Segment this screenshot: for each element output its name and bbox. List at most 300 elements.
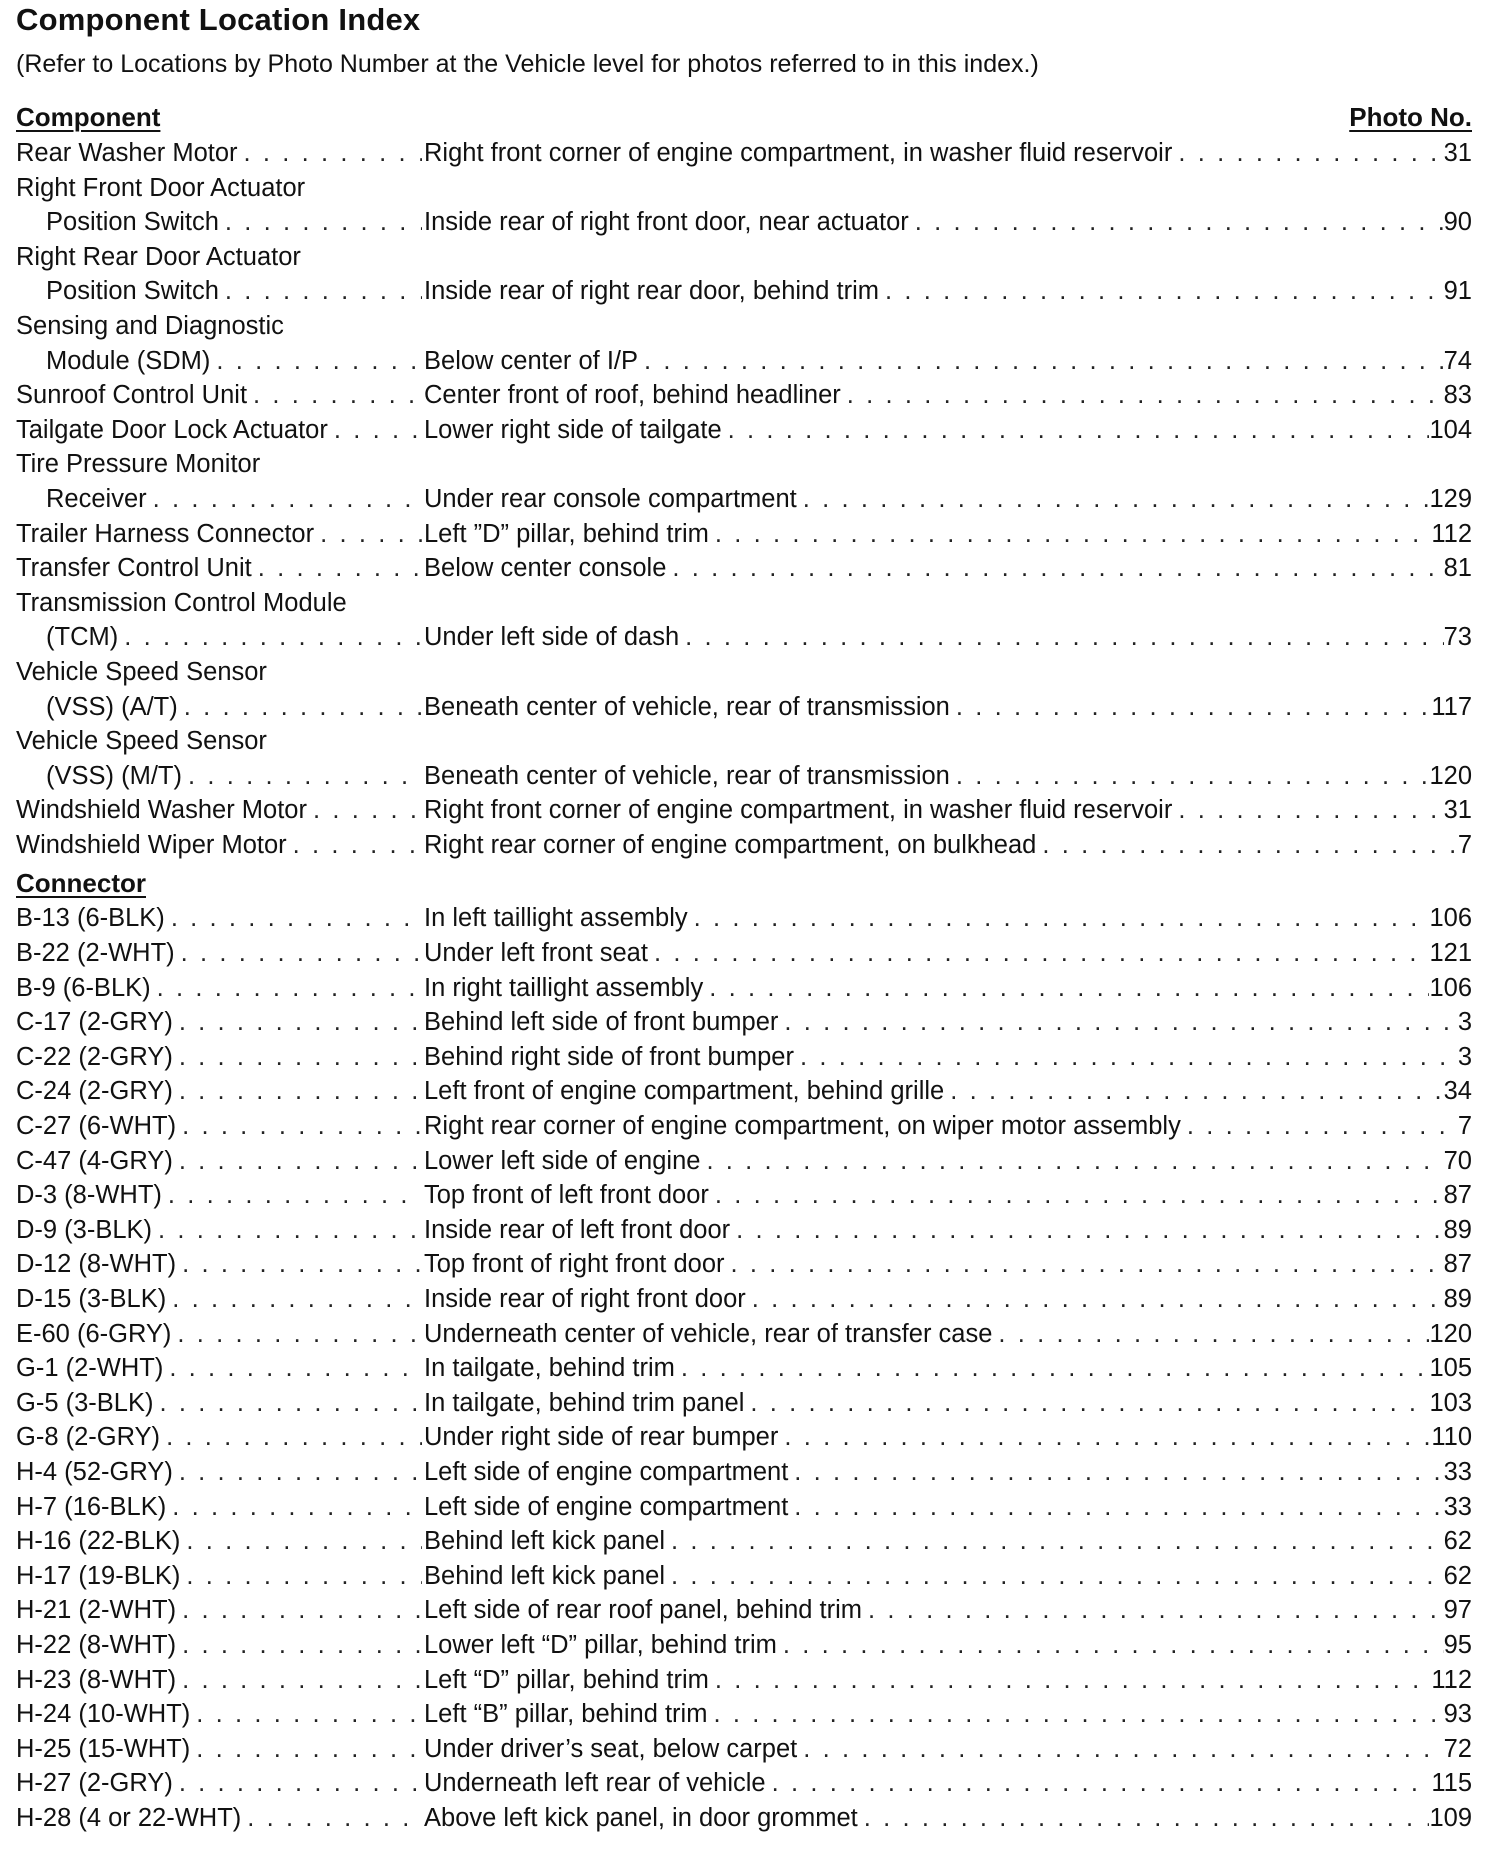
component-name-wrap <box>16 1732 422 1767</box>
dot-leader <box>180 1524 422 1559</box>
component-name-cell <box>16 517 422 552</box>
location-text: Above left kick panel, in door grommet <box>424 1803 858 1832</box>
component-name: Windshield Washer Motor <box>16 796 307 825</box>
table-row <box>16 1801 1472 1836</box>
component-name: C-22 (2-GRY) <box>16 1042 173 1071</box>
location-cell <box>424 1178 1472 1213</box>
component-name-cell <box>16 936 422 971</box>
dot-leader <box>176 1109 422 1144</box>
component-name: Rear Washer Motor <box>16 139 238 167</box>
location-text: Left front of engine compartment, behind grille <box>424 1077 945 1106</box>
dot-leader <box>744 1386 1429 1421</box>
location-cell <box>424 1386 1472 1421</box>
component-name-wrap <box>16 1628 422 1663</box>
photo-number: 83 <box>1443 381 1472 410</box>
table-row <box>16 724 1472 793</box>
component-name-line2: Module (SDM) <box>46 346 211 375</box>
photo-number: 117 <box>1431 692 1472 721</box>
dot-leader <box>171 1317 422 1352</box>
dot-leader <box>778 1005 1457 1040</box>
dot-leader <box>173 1144 422 1179</box>
photo-number: 74 <box>1443 346 1472 375</box>
component-name: H-17 (19-BLK) <box>16 1561 181 1590</box>
dot-leader <box>152 1213 422 1248</box>
location-text: Lower right side of tailgate <box>424 415 722 444</box>
component-name-wrap <box>16 1178 422 1213</box>
component-name: H-25 (15-WHT) <box>16 1734 191 1763</box>
dot-leader <box>176 1628 422 1663</box>
table-row <box>16 1317 1472 1352</box>
photo-number: 110 <box>1431 1423 1472 1452</box>
location-cell <box>424 1420 1472 1455</box>
component-name: C-17 (2-GRY) <box>16 1008 173 1037</box>
dot-leader <box>328 413 422 448</box>
location-cell <box>424 551 1472 586</box>
component-name: B-22 (2-WHT) <box>16 939 175 968</box>
dot-leader <box>709 1178 1444 1213</box>
table-row <box>16 309 1472 378</box>
location-text: Inside rear of left front door <box>424 1215 731 1244</box>
photo-number: 3 <box>1457 1042 1472 1071</box>
location-text: Below center of I/P <box>424 346 639 375</box>
location-cell <box>424 936 1472 971</box>
component-name-cell <box>16 1801 422 1836</box>
table-row <box>16 1455 1472 1490</box>
dot-leader <box>118 620 422 655</box>
location-cell <box>424 901 1472 936</box>
component-name-cell <box>16 240 422 309</box>
component-name-wrap <box>16 936 422 971</box>
component-name-cell <box>16 971 422 1006</box>
dot-leader <box>1172 136 1443 171</box>
component-name-cell <box>16 586 422 655</box>
photo-number: 97 <box>1443 1596 1472 1625</box>
table-row <box>16 171 1472 240</box>
location-cell <box>424 1732 1472 1767</box>
component-name-line2: (VSS) (M/T) <box>46 761 182 790</box>
location-cell <box>424 1801 1472 1836</box>
component-name-cell <box>16 1074 422 1109</box>
dot-leader <box>703 971 1429 1006</box>
component-name-line1: Vehicle Speed Sensor <box>16 657 267 686</box>
location-cell <box>424 793 1472 828</box>
component-name-cell <box>16 1593 422 1628</box>
component-name-wrap <box>16 378 422 413</box>
table-row <box>16 517 1472 552</box>
location-cell <box>424 517 1472 552</box>
location-cell <box>424 1351 1472 1386</box>
component-name-wrap <box>16 1663 422 1698</box>
dot-leader <box>746 1282 1444 1317</box>
table-row <box>16 1697 1472 1732</box>
table-row <box>16 1593 1472 1628</box>
photo-number: 115 <box>1431 1769 1472 1798</box>
dot-leader <box>151 971 422 1006</box>
dot-leader <box>730 1213 1443 1248</box>
component-name-wrap <box>16 901 422 936</box>
component-name-wrap <box>16 1282 422 1317</box>
dot-leader <box>797 482 1430 517</box>
components-list <box>16 136 1472 862</box>
component-name: D-3 (8-WHT) <box>16 1181 162 1210</box>
dot-leader <box>241 1801 422 1836</box>
dot-leader <box>777 1628 1444 1663</box>
connector-section-title: Connector <box>16 868 146 899</box>
component-name-wrap <box>16 1144 422 1179</box>
component-name: D-9 (3-BLK) <box>16 1215 153 1244</box>
component-name: Sunroof Control Unit <box>16 381 248 410</box>
location-text: Under driver’s seat, below carpet <box>424 1734 798 1763</box>
dot-leader <box>178 690 422 725</box>
dot-leader <box>180 1559 422 1594</box>
photo-number: 89 <box>1443 1215 1472 1244</box>
table-row <box>16 1213 1472 1248</box>
dot-leader <box>307 793 422 828</box>
photo-number: 120 <box>1429 1319 1472 1348</box>
location-text: Top front of left front door <box>424 1181 709 1210</box>
component-name-line2-wrap <box>16 620 422 655</box>
photo-number: 33 <box>1443 1457 1472 1486</box>
photo-number: 112 <box>1431 1665 1472 1694</box>
component-name-cell <box>16 1732 422 1767</box>
component-column-header: Component <box>16 102 161 132</box>
photo-number: 91 <box>1443 277 1472 306</box>
index-table <box>16 98 1472 1836</box>
component-name: H-16 (22-BLK) <box>16 1527 181 1556</box>
table-row <box>16 136 1472 171</box>
component-name-wrap <box>16 1559 422 1594</box>
component-name-cell <box>16 1282 422 1317</box>
component-name-cell <box>16 1386 422 1421</box>
connectors-list <box>16 901 1472 1835</box>
location-cell <box>424 1317 1472 1352</box>
table-row <box>16 971 1472 1006</box>
photo-number: 3 <box>1457 1008 1472 1037</box>
location-cell <box>424 1490 1472 1525</box>
dot-leader <box>175 936 422 971</box>
location-cell <box>424 1144 1472 1179</box>
component-name: Trailer Harness Connector <box>16 519 315 548</box>
component-name-cell <box>16 724 422 793</box>
dot-leader <box>879 274 1444 309</box>
component-name-wrap <box>16 1074 422 1109</box>
component-name-wrap <box>16 1351 422 1386</box>
component-name-wrap <box>16 971 422 1006</box>
component-name: E-60 (6-GRY) <box>16 1319 172 1348</box>
dot-leader <box>173 1766 422 1801</box>
table-row <box>16 551 1472 586</box>
component-name: H-21 (2-WHT) <box>16 1596 177 1625</box>
component-name-cell <box>16 1351 422 1386</box>
location-cell <box>424 205 1472 240</box>
dot-leader <box>166 1490 422 1525</box>
location-cell <box>424 1593 1472 1628</box>
component-name-line2: Receiver <box>46 484 147 513</box>
component-name-line2-wrap <box>16 690 422 725</box>
location-cell <box>424 378 1472 413</box>
location-text: Under rear console compartment <box>424 484 797 513</box>
location-cell <box>424 482 1472 517</box>
photo-number: 121 <box>1429 939 1472 968</box>
location-cell <box>424 413 1472 448</box>
component-name: D-15 (3-BLK) <box>16 1285 167 1313</box>
component-name-line2-wrap <box>16 274 422 309</box>
component-name-line2: (TCM) <box>46 623 119 652</box>
component-name-cell <box>16 136 422 171</box>
location-text: Top front of right front door <box>424 1250 725 1279</box>
dot-leader <box>238 136 422 171</box>
table-row <box>16 936 1472 971</box>
component-name-line2-wrap <box>16 759 422 794</box>
location-text: In left taillight assembly <box>424 904 688 933</box>
dot-leader <box>314 517 422 552</box>
component-name-wrap <box>16 1386 422 1421</box>
component-name-cell <box>16 1213 422 1248</box>
table-row <box>16 586 1472 655</box>
location-text: Right front corner of engine compartment, in washer fluid reservoir <box>424 139 1173 167</box>
dot-leader <box>675 1351 1430 1386</box>
photo-number: 112 <box>1431 519 1472 548</box>
component-name-line1: Right Front Door Actuator <box>16 173 306 202</box>
location-cell <box>424 759 1472 794</box>
dot-leader <box>287 828 422 863</box>
component-name: D-12 (8-WHT) <box>16 1250 177 1279</box>
component-name-cell <box>16 1559 422 1594</box>
photo-number: 31 <box>1443 796 1472 825</box>
component-name-cell <box>16 828 422 863</box>
dot-leader <box>841 378 1444 413</box>
component-name-line2: Position Switch <box>46 208 219 237</box>
component-name-wrap <box>16 1005 422 1040</box>
location-text: Lower left “D” pillar, behind trim <box>424 1630 777 1659</box>
table-row <box>16 1386 1472 1421</box>
dot-leader <box>162 1178 422 1213</box>
dot-leader <box>700 1144 1443 1179</box>
photo-number: 72 <box>1443 1734 1472 1763</box>
component-name: B-9 (6-BLK) <box>16 973 151 1002</box>
dot-leader <box>788 1455 1443 1490</box>
table-row <box>16 1144 1472 1179</box>
dot-leader <box>160 1420 422 1455</box>
component-name: G-5 (3-BLK) <box>16 1388 154 1417</box>
location-cell <box>424 1559 1472 1594</box>
component-name-cell <box>16 1697 422 1732</box>
photo-number: 62 <box>1443 1527 1472 1556</box>
component-name-wrap <box>16 1455 422 1490</box>
table-row <box>16 1420 1472 1455</box>
table-row <box>16 1074 1472 1109</box>
component-name-cell <box>16 1040 422 1075</box>
component-name-cell <box>16 1663 422 1698</box>
component-name-line2-wrap <box>16 482 422 517</box>
page-subtitle: (Refer to Locations by Photo Number at the Vehicle level for photos referred to in this index.) <box>16 50 1039 78</box>
dot-leader <box>173 1040 422 1075</box>
dot-leader <box>219 205 422 240</box>
table-row <box>16 240 1472 309</box>
component-name: C-24 (2-GRY) <box>16 1077 173 1106</box>
component-name-cell <box>16 447 422 516</box>
component-name-cell <box>16 1766 422 1801</box>
component-name-cell <box>16 171 422 240</box>
dot-leader <box>176 1247 422 1282</box>
component-name: H-22 (8-WHT) <box>16 1630 177 1659</box>
location-cell <box>424 274 1472 309</box>
photo-number: 70 <box>1443 1146 1472 1175</box>
component-name-cell <box>16 378 422 413</box>
component-name: H-24 (10-WHT) <box>16 1700 191 1729</box>
location-text: Left side of engine compartment <box>424 1457 789 1486</box>
table-row <box>16 1490 1472 1525</box>
dot-leader <box>909 205 1444 240</box>
photo-number: 7 <box>1457 830 1472 859</box>
table-row <box>16 1178 1472 1213</box>
location-text: Center front of roof, behind headliner <box>424 381 841 410</box>
dot-leader <box>166 1282 422 1317</box>
table-row <box>16 1282 1472 1317</box>
dot-leader <box>182 759 422 794</box>
location-text: Lower left side of engine <box>424 1146 701 1175</box>
location-cell <box>424 971 1472 1006</box>
location-text: In tailgate, behind trim panel <box>424 1388 745 1417</box>
component-name: H-4 (52-GRY) <box>16 1457 173 1486</box>
component-name: H-23 (8-WHT) <box>16 1665 177 1694</box>
photo-number: 31 <box>1443 139 1472 167</box>
location-cell <box>424 1697 1472 1732</box>
dot-leader <box>666 551 1443 586</box>
location-text: Under left side of dash <box>424 623 680 652</box>
location-text: Beneath center of vehicle, rear of transmission <box>424 761 950 790</box>
component-name-cell <box>16 551 422 586</box>
component-name-line1: Transmission Control Module <box>16 588 347 617</box>
location-text: Right rear corner of engine compartment, on bulkhead <box>424 830 1037 859</box>
page-title: Component Location Index <box>16 2 421 37</box>
dot-leader <box>147 482 422 517</box>
location-text: Inside rear of right front door, near actuator <box>424 208 909 237</box>
location-cell <box>424 690 1472 725</box>
dot-leader <box>766 1766 1432 1801</box>
dot-leader <box>247 378 422 413</box>
dot-leader <box>950 690 1431 725</box>
table-row <box>16 1040 1472 1075</box>
photo-number: 33 <box>1443 1492 1472 1521</box>
dot-leader <box>173 1455 422 1490</box>
location-cell <box>424 1766 1472 1801</box>
table-row <box>16 1663 1472 1698</box>
location-cell <box>424 1213 1472 1248</box>
table-row <box>16 447 1472 516</box>
dot-leader <box>665 1524 1444 1559</box>
photo-number: 7 <box>1457 1112 1472 1141</box>
component-name-cell <box>16 901 422 936</box>
photo-number: 106 <box>1429 973 1472 1002</box>
component-name-wrap <box>16 1213 422 1248</box>
location-text: Left “D” pillar, behind trim <box>424 1665 709 1694</box>
location-cell <box>424 1282 1472 1317</box>
component-name-cell <box>16 1628 422 1663</box>
component-name: Transfer Control Unit <box>16 554 252 583</box>
location-text: Beneath center of vehicle, rear of transmission <box>424 692 950 721</box>
location-text: Left ”D” pillar, behind trim <box>424 519 709 548</box>
component-name: Windshield Wiper Motor <box>16 830 287 859</box>
table-row <box>16 1351 1472 1386</box>
photo-number: 105 <box>1429 1354 1472 1383</box>
dot-leader <box>858 1801 1430 1836</box>
photo-number: 81 <box>1443 554 1472 583</box>
dot-leader <box>163 1351 422 1386</box>
dot-leader <box>788 1490 1443 1525</box>
dot-leader <box>219 274 422 309</box>
photo-number: 103 <box>1429 1388 1472 1417</box>
location-cell <box>424 620 1472 655</box>
component-name-wrap <box>16 1801 422 1836</box>
location-text: Right front corner of engine compartment, in washer fluid reservoir <box>424 796 1173 825</box>
component-name-cell <box>16 309 422 378</box>
dot-leader <box>153 1386 422 1421</box>
table-row <box>16 1732 1472 1767</box>
location-text: Under right side of rear bumper <box>424 1423 779 1452</box>
location-cell <box>424 1455 1472 1490</box>
table-row <box>16 413 1472 448</box>
table-row <box>16 901 1472 936</box>
photo-number: 34 <box>1443 1077 1472 1106</box>
location-text: Below center console <box>424 554 667 583</box>
connector-section-header <box>16 862 1472 901</box>
location-text: Left “B” pillar, behind trim <box>424 1700 708 1729</box>
dot-leader <box>1036 828 1457 863</box>
location-cell <box>424 136 1472 171</box>
component-name-wrap <box>16 1524 422 1559</box>
component-name-cell <box>16 413 422 448</box>
dot-leader <box>165 901 422 936</box>
component-name-wrap <box>16 517 422 552</box>
location-cell <box>424 1005 1472 1040</box>
dot-leader <box>794 1040 1458 1075</box>
dot-leader <box>797 1732 1443 1767</box>
location-cell <box>424 1247 1472 1282</box>
component-name-cell <box>16 1455 422 1490</box>
component-name: Tailgate Door Lock Actuator <box>16 415 328 444</box>
location-text: Underneath center of vehicle, rear of transfer case <box>424 1319 993 1348</box>
component-name-cell <box>16 1420 422 1455</box>
component-name-wrap <box>16 828 422 863</box>
photo-number: 87 <box>1443 1181 1472 1210</box>
photo-number: 95 <box>1443 1630 1472 1659</box>
component-name-line1: Right Rear Door Actuator <box>16 242 301 271</box>
component-name-cell <box>16 1178 422 1213</box>
dot-leader <box>862 1593 1444 1628</box>
table-row <box>16 1109 1472 1144</box>
component-name-wrap <box>16 136 422 171</box>
location-text: Inside rear of right rear door, behind trim <box>424 277 879 306</box>
dot-leader <box>1181 1109 1458 1144</box>
dot-leader <box>173 1005 422 1040</box>
photo-number: 129 <box>1429 484 1472 513</box>
dot-leader <box>176 1663 422 1698</box>
location-text: Under left front seat <box>424 939 648 968</box>
table-row <box>16 1766 1472 1801</box>
dot-leader <box>648 936 1430 971</box>
location-text: Behind left kick panel <box>424 1527 665 1556</box>
location-cell <box>424 1663 1472 1698</box>
component-name: C-47 (4-GRY) <box>16 1146 173 1175</box>
dot-leader <box>173 1074 422 1109</box>
table-row <box>16 1524 1472 1559</box>
component-name-wrap <box>16 1109 422 1144</box>
component-name-line1: Vehicle Speed Sensor <box>16 727 267 756</box>
component-name-wrap <box>16 1420 422 1455</box>
component-name-cell <box>16 793 422 828</box>
component-name-wrap <box>16 413 422 448</box>
